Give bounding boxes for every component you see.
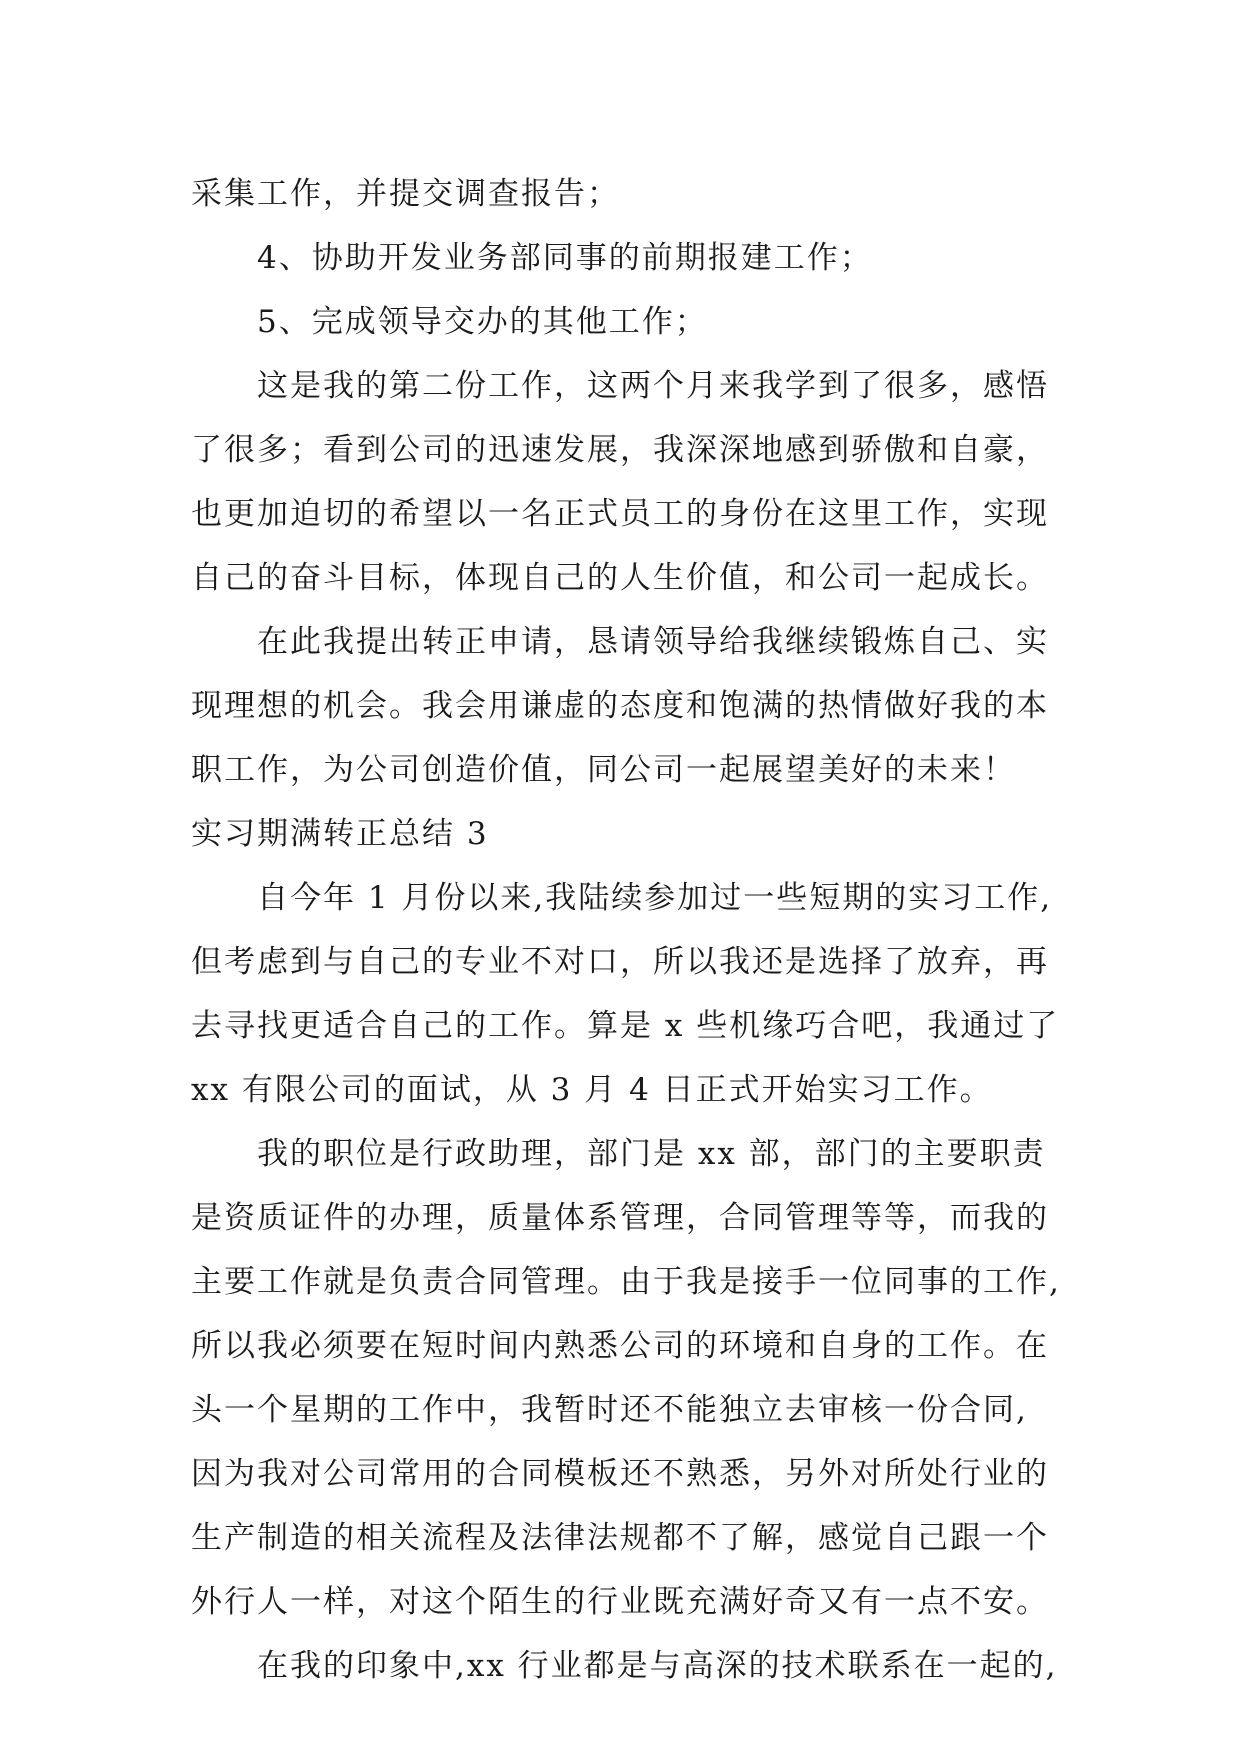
text-line: 采集工作，并提交调查报告； [191, 176, 620, 212]
text-line: 我的职位是行政助理，部门是 xx 部，部门的主要职责 [257, 1136, 1046, 1172]
text-line: 头一个星期的工作中，我暂时还不能独立去审核一份合同, [191, 1392, 1028, 1428]
text-line: 是资质证件的办理，质量体系管理，合同管理等等，而我的 [191, 1200, 1049, 1236]
text-line: 现理想的机会。我会用谦虚的态度和饱满的热情做好我的本 [191, 688, 1049, 724]
text-line: 去寻找更适合自己的工作。算是 x 些机缘巧合吧，我通过了 [191, 1008, 1060, 1044]
text-line: 但考虑到与自己的专业不对口，所以我还是选择了放弃，再 [191, 944, 1049, 980]
text-line: 在此我提出转正申请，恳请领导给我继续锻炼自己、实 [257, 624, 1049, 660]
text-line: 自今年 1 月份以来,我陆续参加过一些短期的实习工作, [257, 880, 1053, 916]
text-line: 在我的印象中,xx 行业都是与高深的技术联系在一起的, [257, 1648, 1058, 1684]
text-line: 4、协助开发业务部同事的前期报建工作； [257, 240, 873, 276]
text-line: 5、完成领导交办的其他工作； [257, 304, 708, 340]
text-line: 所以我必须要在短时间内熟悉公司的环境和自身的工作。在 [191, 1328, 1049, 1364]
text-line: 这是我的第二份工作，这两个月来我学到了很多，感悟 [257, 368, 1049, 404]
text-line: 职工作，为公司创造价值，同公司一起展望美好的未来！ [191, 752, 1016, 788]
text-line: 了很多；看到公司的迅速发展，我深深地感到骄傲和自豪， [191, 432, 1049, 468]
text-line: 也更加迫切的希望以一名正式员工的身份在这里工作，实现 [191, 496, 1049, 532]
text-line: 自己的奋斗目标，体现自己的人生价值，和公司一起成长。 [191, 560, 1049, 596]
text-line: 因为我对公司常用的合同模板还不熟悉，另外对所处行业的 [191, 1456, 1049, 1492]
text-line: 实习期满转正总结 3 [191, 816, 489, 852]
text-line: 主要工作就是负责合同管理。由于我是接手一位同事的工作, [191, 1264, 1061, 1300]
document-body [191, 162, 1071, 1698]
text-line: 生产制造的相关流程及法律法规都不了解，感觉自己跟一个 [191, 1520, 1049, 1556]
text-line: xx 有限公司的面试，从 3 月 4 日正式开始实习工作。 [191, 1072, 993, 1108]
text-line: 外行人一样，对这个陌生的行业既充满好奇又有一点不安。 [191, 1584, 1049, 1620]
